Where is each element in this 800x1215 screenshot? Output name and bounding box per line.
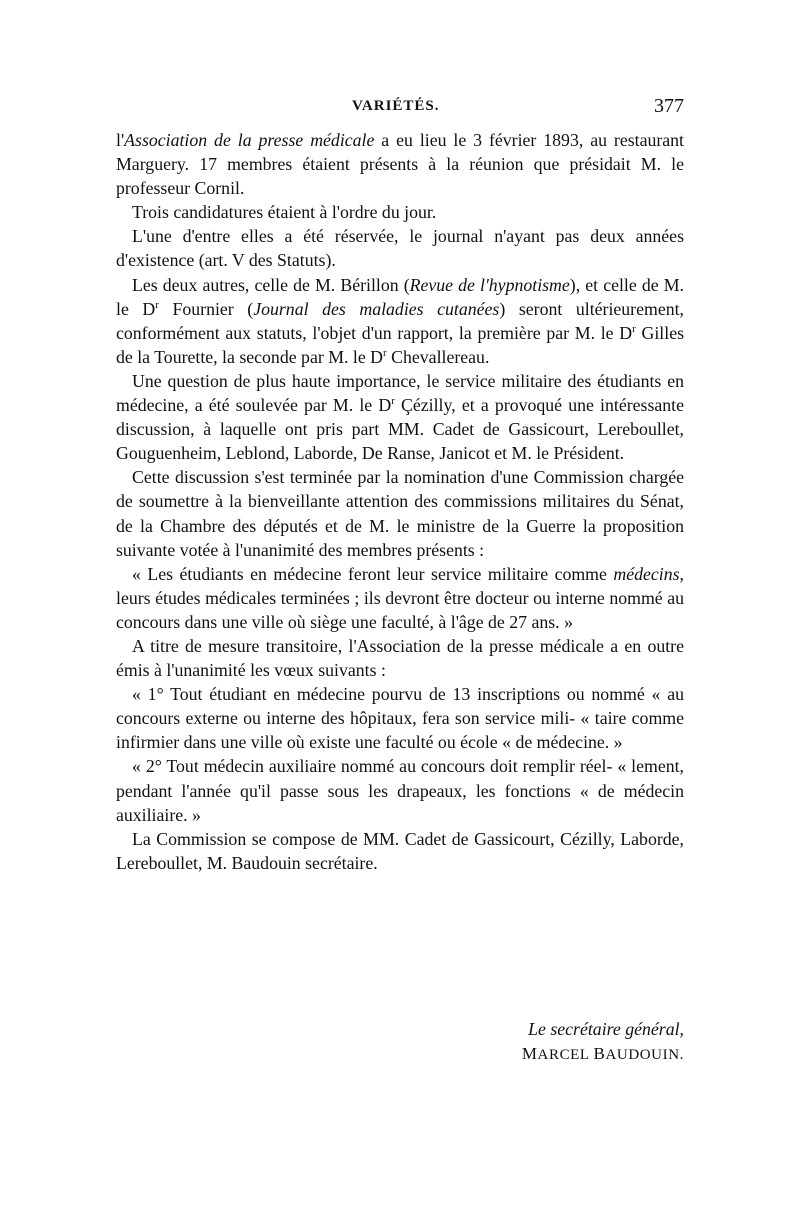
- text-run: ) seront ultérieurement, conformément aux statuts, l'objet d'un rapport, la première par M. le D: [116, 298, 684, 343]
- signature-title: Le secrétaire général,: [528, 1019, 684, 1039]
- text-run: « 2° Tout médecin auxiliaire nommé au concours doit remplir réel- « lement, pendant l'année qu'il passe sous les drapeaux, les fonctions « de médecin auxiliaire. »: [116, 756, 684, 825]
- signature-name-part: M: [521, 1043, 538, 1063]
- signature-name: [522, 1042, 684, 1068]
- text-run: Fournier (: [158, 298, 254, 319]
- text-run: , leurs études médicales terminées ; ils devront être docteur ou interne nommé au concours dans une ville où siège une faculté, à l'âge de 27 ans. »: [116, 563, 684, 632]
- paragraph: [116, 224, 684, 272]
- italic-text: Association de la presse médicale: [124, 130, 375, 150]
- paragraph: [116, 634, 684, 682]
- text-run: Cette discussion s'est terminée par la nomination d'une Commission chargée de soumettre à la bienveillante attention des commissions militaires du Sénat, de la Chambre des députés et de M. le ministre de la Guerre la proposition suivante votée à l'unanimité des membres présents :: [116, 467, 684, 560]
- text-run: L'une d'entre elles a été réservée, le journal n'ayant pas deux années d'existence (art. V des Statuts).: [116, 226, 684, 271]
- signature-name-part: ARCEL: [537, 1046, 594, 1063]
- text-run: l': [116, 130, 125, 150]
- paragraph: [116, 128, 684, 200]
- text-run: Les deux autres, celle de M. Bérillon (: [132, 274, 410, 295]
- page-number: 377: [654, 95, 684, 117]
- superscript: r: [632, 322, 636, 335]
- text-run: a eu lieu le 3 février 1893, au restaurant Marguery. 17 membres étaient présents à la réunion que présidait M. le professeur Cornil.: [116, 130, 685, 199]
- paragraph: [116, 754, 684, 826]
- signature-name-part: AUDOUIN.: [605, 1046, 684, 1063]
- superscript: r: [155, 298, 159, 311]
- text-run: Gilles de la Tourette, la seconde par M. le D: [116, 322, 685, 367]
- text-run: La Commission se compose de MM. Cadet de Gassicourt, Cézilly, Laborde, Lereboullet, M. Baudouin secrétaire.: [116, 828, 684, 873]
- text-run: Çézilly, et a provoqué une intéressante discussion, à laquelle ont pris part MM. Cadet de Gassicourt, Lereboullet, Gouguenheim, Leblond, Laborde, De Ranse, Janicot et M. le Président.: [116, 395, 684, 464]
- text-run: ), et celle de M. le D: [116, 274, 684, 319]
- paragraph: [116, 465, 684, 561]
- paragraph: [116, 200, 684, 224]
- paragraph: [116, 273, 684, 369]
- running-title: VARIÉTÉS.: [352, 98, 440, 114]
- italic-text: Revue de l'hypnotisme: [409, 274, 570, 295]
- text-run: Chevallereau.: [386, 346, 490, 367]
- paragraph: [116, 682, 684, 754]
- italic-text: médecins: [613, 563, 680, 584]
- paragraph: [116, 369, 684, 465]
- text-run: « 1° Tout étudiant en médecine pourvu de 13 inscriptions ou nommé « au concours externe ou interne des hôpitaux, fera son service mili- « taire comme infirmier dans une ville où existe une faculté ou école « de médecine. »: [116, 684, 684, 753]
- text-run: A titre de mesure transitoire, l'Association de la presse médicale a en outre émis à l'unanimité les vœux suivants :: [116, 635, 684, 681]
- running-head: [116, 95, 684, 122]
- text-run: Trois candidatures étaient à l'ordre du jour.: [132, 202, 437, 223]
- superscript: r: [391, 395, 395, 408]
- paragraph: [116, 827, 684, 875]
- signature-block: [522, 1017, 684, 1067]
- superscript: r: [383, 346, 387, 359]
- signature-name-part: B: [593, 1043, 606, 1063]
- italic-text: Journal des maladies cutanées: [253, 298, 500, 319]
- paragraph: [116, 562, 684, 634]
- text-run: Une question de plus haute importance, le service militaire des étudiants en médecine, a été soulevée par M. le D: [116, 370, 684, 416]
- text-run: « Les étudiants en médecine feront leur service militaire comme: [132, 563, 614, 584]
- body-text: [116, 128, 684, 875]
